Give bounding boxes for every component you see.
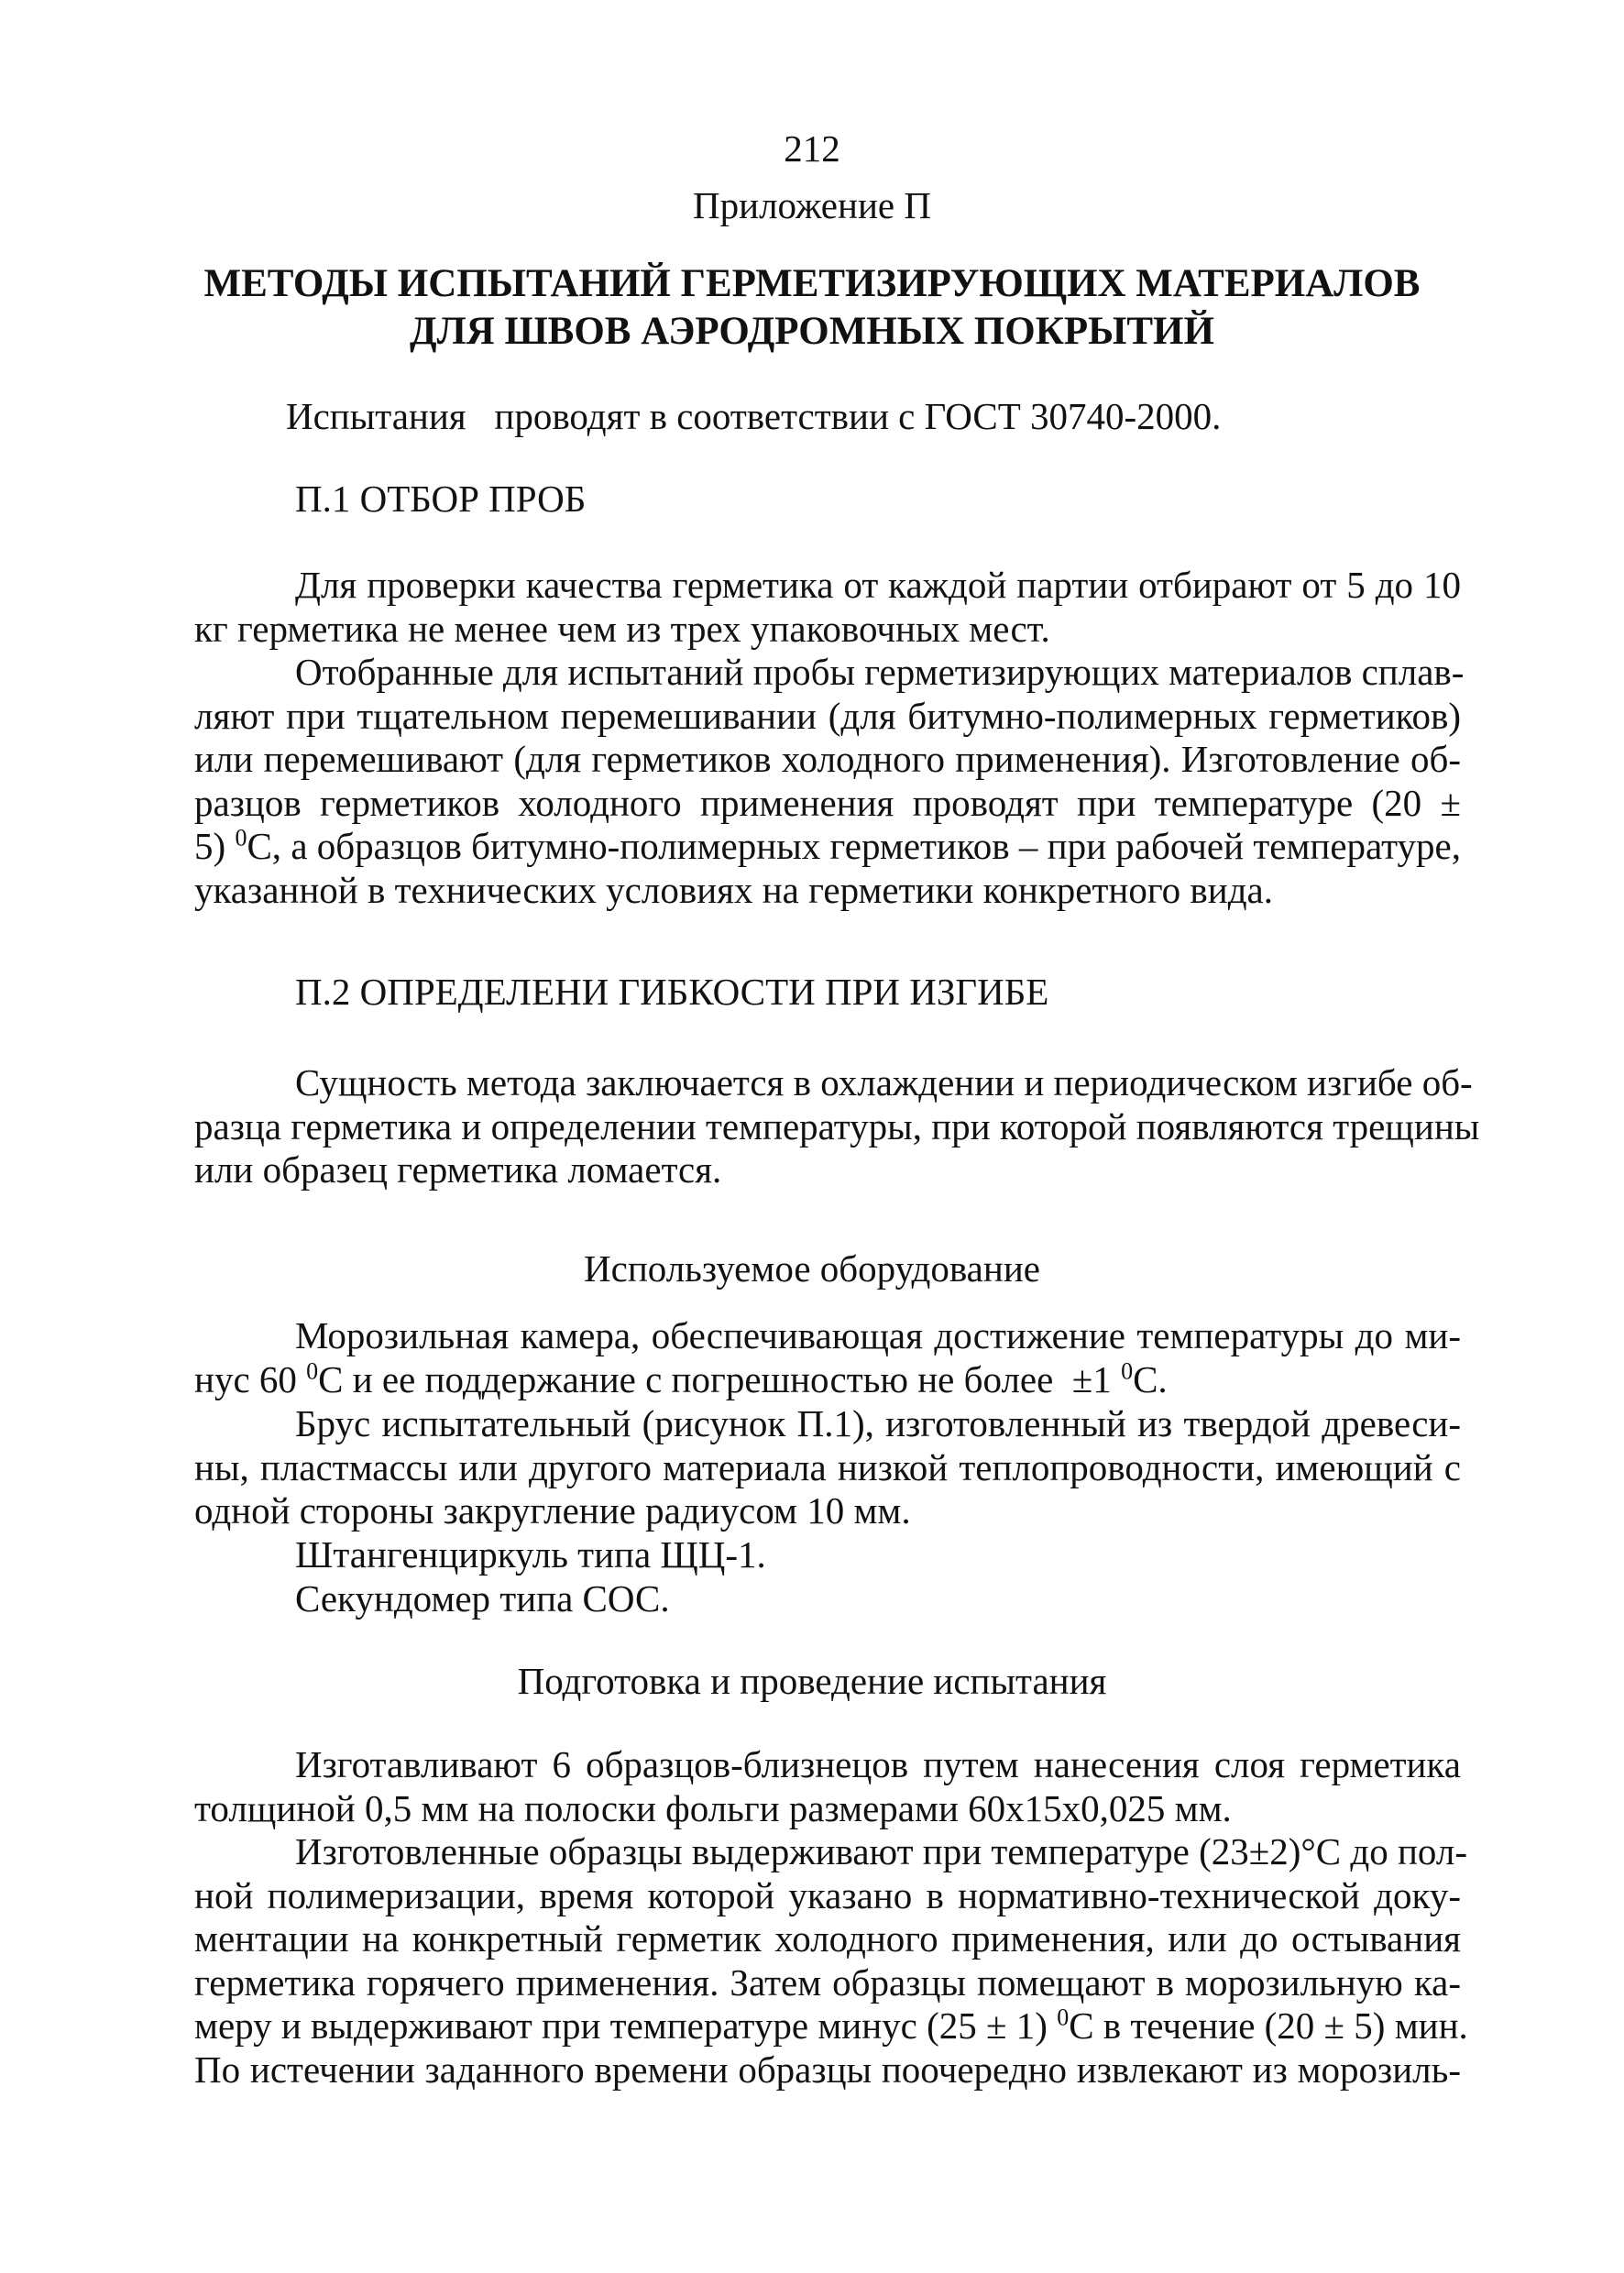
page-number: 212	[784, 127, 840, 170]
text-fragment: меру и выдерживают при температуре минус (25 ± 1)	[194, 2004, 1058, 2047]
text-line: указанной в технических условиях на герметики конкретного вида.	[194, 868, 1274, 911]
text-line: ляют при тщательном перемешивании (для битумно-полимерных герметиков)	[194, 694, 1461, 737]
text-line: или перемешивают (для герметиков холодного применения). Изготовление об-	[194, 738, 1461, 780]
degree-superscript: 0	[1057, 2004, 1070, 2031]
text-fragment: нус 60	[194, 1357, 307, 1400]
text-line: или образец герметика ломается.	[194, 1148, 722, 1191]
text-line: Отобранные для испытаний пробы герметизирующих материалов сплав-	[295, 651, 1465, 693]
text-fragment: 5)	[194, 825, 236, 867]
text-fragment: С, а образцов битумно-полимерных герметиков – при рабочей температуре,	[247, 825, 1461, 867]
section-1-heading: П.1 ОТБОР ПРОБ	[295, 478, 587, 520]
degree-superscript: 0	[235, 824, 247, 851]
preparation-paragraph-2	[194, 1830, 1468, 2092]
text-line: ной полимеризации, время которой указано в нормативно-технической доку-	[194, 1873, 1461, 1916]
degree-superscript: 0	[306, 1356, 319, 1384]
preparation-heading: Подготовка и проведение испытания	[517, 1660, 1107, 1702]
degree-superscript: 0	[1121, 1356, 1134, 1384]
text-line: Изготавливают 6 образцов-близнецов путем нанесения слоя герметика	[295, 1743, 1461, 1785]
text-line: разца герметика и определении температуры, при которой появляются трещины	[194, 1104, 1480, 1147]
section-1-paragraph-1	[194, 564, 1461, 651]
title-line-2: ДЛЯ ШВОВ АЭРОДРОМНЫХ ПОКРЫТИЙ	[410, 310, 1214, 353]
text-line: Для проверки качества герметика от каждой партии отбирают от 5 до 10	[295, 564, 1461, 606]
text-line: толщиной 0,5 мм на полоски фольги размерами 60х15х0,025 мм.	[194, 1786, 1232, 1829]
text-line	[194, 1358, 1461, 1402]
equipment-item-1	[194, 1314, 1461, 1401]
section-2-paragraph-1	[194, 1061, 1480, 1192]
text-line: Брус испытательный (рисунок П.1), изготовленный из твердой древеси-	[295, 1402, 1461, 1444]
title-line-1: МЕТОДЫ ИСПЫТАНИЙ ГЕРМЕТИЗИРУЮЩИХ МАТЕРИАЛОВ	[203, 262, 1421, 305]
text-fragment: С и ее поддержание с погрешностью не более ±1	[318, 1357, 1122, 1400]
text-line	[194, 825, 1461, 869]
intro-text: Испытания проводят в соответствии с ГОСТ 30740-2000.	[286, 395, 1222, 437]
text-fragment: С в течение (20 ± 5) мин.	[1069, 2004, 1468, 2047]
text-line: герметика горячего применения. Затем образцы помещают в морозильную ка-	[194, 1960, 1461, 2004]
equipment-item-4: Секундомер типа СОС.	[295, 1577, 670, 1620]
section-2-heading: П.2 ОПРЕДЕЛЕНИ ГИБКОСТИ ПРИ ИЗГИБЕ	[295, 971, 1049, 1013]
text-line: одной стороны закругление радиусом 10 мм.	[194, 1489, 911, 1532]
text-line: разцов герметиков холодного применения проводят при температуре (20 ±	[194, 781, 1461, 824]
text-fragment: С.	[1133, 1357, 1168, 1400]
preparation-paragraph-1	[194, 1743, 1461, 1830]
text-line: ны, пластмассы или другого материала низкой теплопроводности, имеющий с	[194, 1445, 1461, 1488]
equipment-heading: Используемое оборудование	[584, 1247, 1040, 1290]
text-line	[194, 2004, 1468, 2048]
text-line: кг герметика не менее чем из трех упаковочных мест.	[194, 607, 1050, 650]
text-line: ментации на конкретный герметик холодного применения, или до остывания	[194, 1917, 1461, 1960]
text-line: Изготовленные образцы выдерживают при температуре (23±2)°С до пол-	[295, 1830, 1468, 1872]
text-line: По истечении заданного времени образцы поочередно извлекают из морозиль-	[194, 2048, 1461, 2091]
equipment-item-3: Штангенциркуль типа ЩЦ-1.	[295, 1533, 766, 1576]
text-line: Морозильная камера, обеспечивающая достижение температуры до ми-	[295, 1314, 1461, 1356]
appendix-label: Приложение П	[693, 184, 931, 226]
text-line: Сущность метода заключается в охлаждении и периодическом изгибе об-	[295, 1061, 1473, 1104]
section-1-paragraph-2	[194, 651, 1465, 912]
equipment-item-2	[194, 1402, 1461, 1533]
